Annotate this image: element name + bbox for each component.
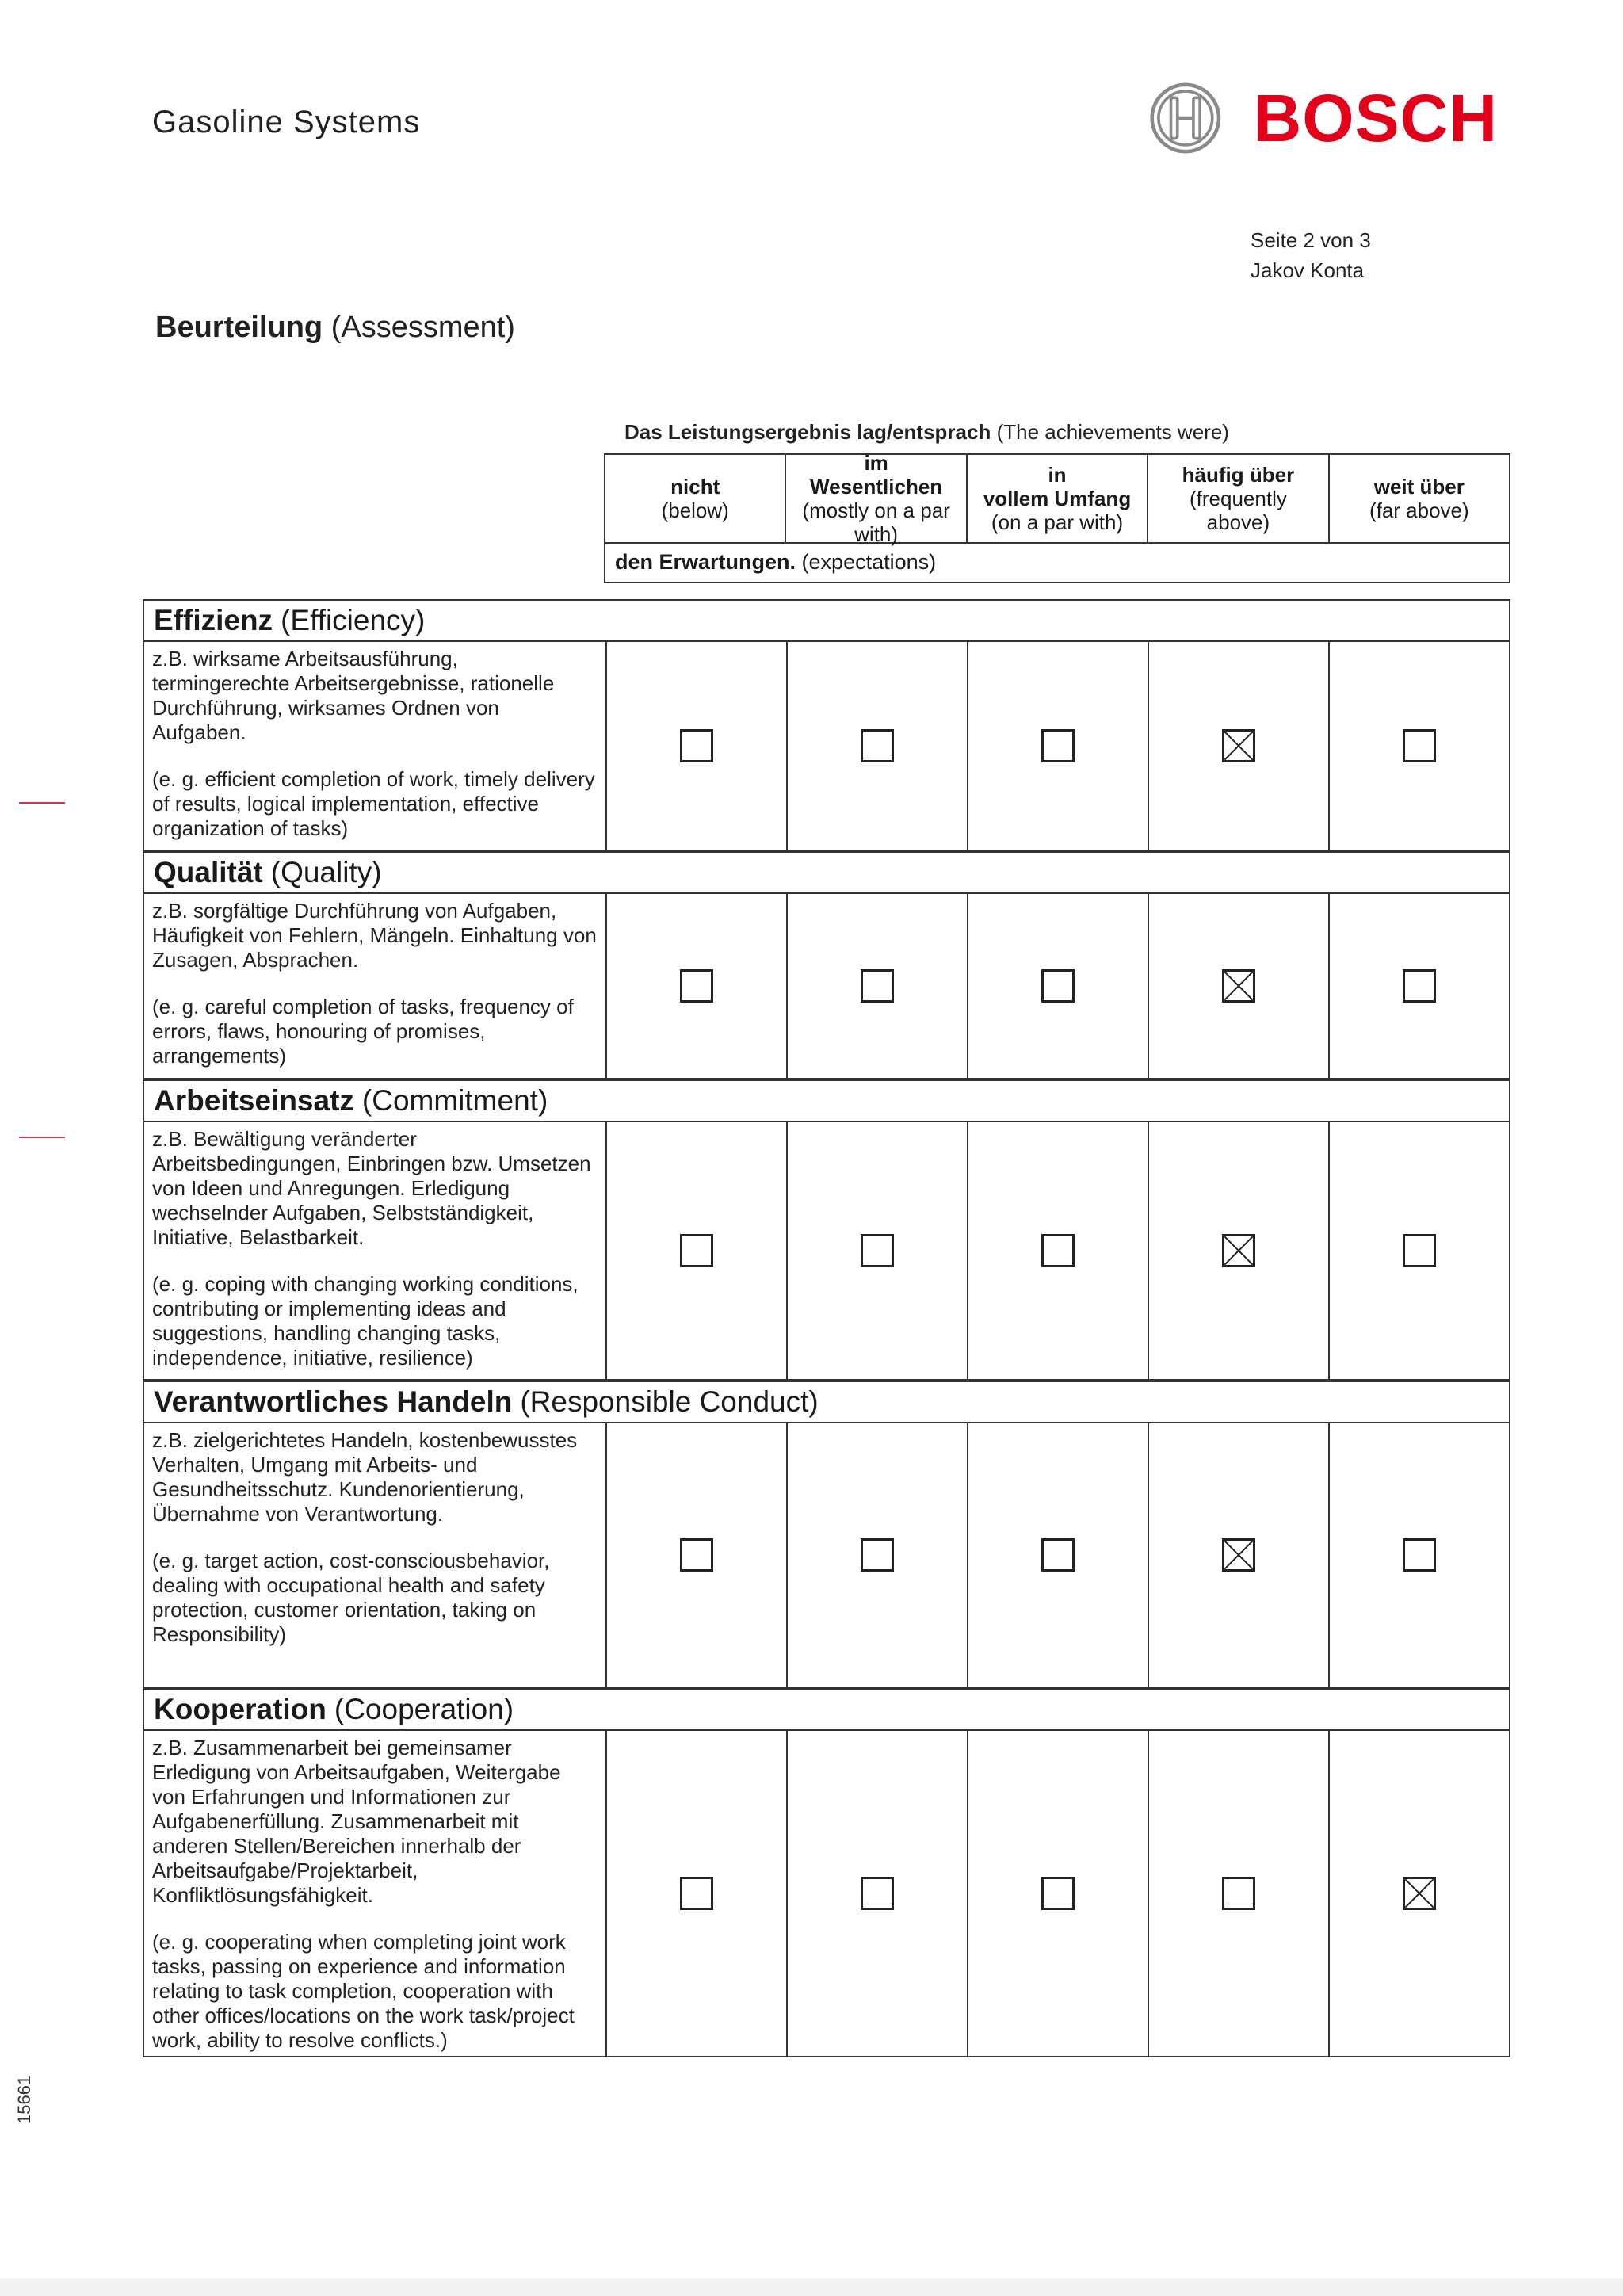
rating-cell — [968, 1731, 1149, 2056]
rating-checkbox-checked[interactable] — [1222, 729, 1255, 762]
brand-wordmark: BOSCH — [1253, 81, 1498, 155]
criterion-description-de: z.B. sorgfältige Durchführung von Aufgaben, Häufigkeit von Fehlern, Mängeln. Einhaltung von Zusagen, Absprachen. — [152, 899, 597, 972]
criterion-title-de: Effizienz — [154, 604, 273, 636]
rating-cell — [607, 894, 788, 1078]
rating-checkbox[interactable] — [861, 1877, 894, 1910]
rating-checkbox[interactable] — [1041, 729, 1075, 762]
criterion-description-de: z.B. Bewältigung veränderter Arbeitsbedingungen, Einbringen bzw. Umsetzen von Ideen und Anregungen. Erledigung wechselnder Aufgaben, Selbstständigkeit, Initiative, Belastbarkeit. — [152, 1127, 591, 1249]
rating-checkbox[interactable] — [861, 969, 894, 1003]
criterion-description — [144, 1423, 607, 1687]
rating-checkbox[interactable] — [861, 1234, 894, 1267]
criterion-row — [143, 1731, 1510, 2057]
rating-column-label: vollem Umfang — [983, 487, 1132, 510]
criterion-title — [143, 851, 1510, 894]
criterion-row — [143, 894, 1510, 1079]
rating-cell — [968, 1423, 1149, 1687]
criterion-title — [143, 1688, 1510, 1731]
rating-cell — [1149, 894, 1330, 1078]
rating-checkbox-checked[interactable] — [1222, 1538, 1255, 1572]
rating-column-header — [786, 451, 967, 546]
rating-cell — [607, 1122, 788, 1379]
criterion-description — [144, 1122, 607, 1379]
criterion-row — [143, 1423, 1510, 1688]
rating-column-label: weit über — [1373, 475, 1465, 499]
criterion-description-de: z.B. Zusammenarbeit bei gemeinsamer Erledigung von Arbeitsaufgaben, Weitergabe von Erfahrungen und Informationen zur Aufgabenerfüllung. Zusammenarbeit mit anderen Stellen/Bereichen innerhalb der Arbeitsaufgabe/Projektarbeit, Konfliktlösungsfähigkeit. — [152, 1736, 561, 1907]
assessment-caption-de: Das Leistungsergebnis lag/entsprach — [624, 420, 991, 444]
rating-checkbox[interactable] — [1041, 1538, 1075, 1572]
rating-cell — [788, 1122, 968, 1379]
criterion-description-en: (e. g. efficient completion of work, timely delivery of results, logical implementation, effective organization of tasks) — [152, 767, 595, 840]
assessment-footer-de: den Erwartungen. — [615, 550, 796, 574]
criterion-title-de: Arbeitseinsatz — [154, 1084, 354, 1117]
criterion-description-en: (e. g. cooperating when completing joint work tasks, passing on experience and information relating to task completion, cooperation with other offices/locations on the work task/project work, ability to resolve conflicts.) — [152, 1930, 575, 2052]
rating-column-label: (below) — [661, 499, 729, 522]
assessment-footer-en: (expectations) — [801, 550, 937, 574]
rating-checkbox[interactable] — [680, 1538, 713, 1572]
section-title — [155, 311, 515, 345]
rating-cell — [1330, 894, 1509, 1078]
rating-checkbox[interactable] — [1403, 1234, 1436, 1267]
rating-cell — [607, 642, 788, 850]
document-code: 15661 — [14, 2075, 34, 2124]
criterion-title-de: Verantwortliches Handeln — [154, 1385, 513, 1418]
rating-checkbox[interactable] — [1041, 1234, 1075, 1267]
rating-column-header — [1148, 455, 1329, 542]
rating-cell — [968, 642, 1149, 850]
rating-cell — [1149, 1423, 1330, 1687]
scan-edge — [0, 2278, 1623, 2296]
rating-checkbox[interactable] — [861, 729, 894, 762]
criterion-title-en: (Commitment) — [361, 1084, 548, 1117]
rating-cell — [968, 894, 1149, 1078]
rating-checkbox[interactable] — [1041, 969, 1075, 1003]
rating-checkbox-checked[interactable] — [1222, 969, 1255, 1003]
page-info — [1251, 225, 1371, 285]
person-name: Jakov Konta — [1251, 258, 1365, 282]
rating-column-label: in — [1048, 463, 1067, 487]
rating-column-label: nicht — [670, 475, 720, 499]
rating-checkbox[interactable] — [1403, 729, 1436, 762]
rating-cell — [788, 1731, 968, 2056]
rating-checkbox[interactable] — [861, 1538, 894, 1572]
criterion-description-en: (e. g. target action, cost-consciousbehavior, dealing with occupational health and safety protection, customer orientation, taking on Responsibility) — [152, 1549, 550, 1646]
section-title-de: Beurteilung — [155, 311, 323, 344]
criterion-title-en: (Responsible Conduct) — [520, 1385, 819, 1418]
rating-column-label: above) — [1206, 510, 1270, 534]
rating-cell — [1330, 1731, 1509, 2056]
assessment-caption-en: (The achievements were) — [996, 420, 1229, 444]
bosch-logo — [1149, 76, 1498, 160]
rating-column-label: im — [864, 451, 888, 475]
rating-column-label: Wesentlichen — [810, 475, 943, 499]
rating-checkbox[interactable] — [680, 1234, 713, 1267]
rating-cell — [607, 1731, 788, 2056]
criterion-description-de: z.B. wirksame Arbeitsausführung, termingerechte Arbeitsergebnisse, rationelle Durchführung, wirksames Ordnen von Aufgaben. — [152, 647, 555, 744]
rating-column-header — [1330, 455, 1509, 542]
criterion-title — [143, 1079, 1510, 1122]
section-title-en: (Assessment) — [330, 311, 515, 344]
rating-checkbox[interactable] — [680, 1877, 713, 1910]
criterion-description-en: (e. g. coping with changing working conditions, contributing or implementing ideas and suggestions, handling changing tasks, independence, initiative, resilience) — [152, 1272, 579, 1370]
rating-column-label: (on a par with) — [991, 510, 1124, 534]
criterion-description-de: z.B. zielgerichtetes Handeln, kostenbewusstes Verhalten, Umgang mit Arbeits- und Gesundheitsschutz. Kundenorientierung, Übernahme von Verantwortung. — [152, 1428, 578, 1526]
bosch-armature-icon — [1149, 79, 1222, 157]
rating-column-label: (mostly on a par — [802, 499, 950, 522]
criterion-title-de: Kooperation — [154, 1693, 327, 1725]
criterion-title-de: Qualität — [154, 856, 263, 888]
criterion-title-en: (Efficiency) — [281, 604, 426, 636]
rating-column-label: (far above) — [1369, 499, 1469, 522]
criterion-description — [144, 642, 607, 850]
rating-cell — [788, 642, 968, 850]
criterion-description — [144, 1731, 607, 2056]
rating-cell — [607, 1423, 788, 1687]
rating-checkbox[interactable] — [1222, 1877, 1255, 1910]
page-number: Seite 2 von 3 — [1251, 228, 1371, 252]
margin-mark — [19, 802, 65, 804]
rating-cell — [788, 1423, 968, 1687]
rating-checkbox[interactable] — [680, 729, 713, 762]
rating-checkbox[interactable] — [1403, 969, 1436, 1003]
criterion-title — [143, 599, 1510, 642]
criterion-description-en: (e. g. careful completion of tasks, frequency of errors, flaws, honouring of promises, arrangements) — [152, 995, 574, 1068]
division-title: Gasoline Systems — [152, 105, 421, 139]
rating-checkbox[interactable] — [1403, 1538, 1436, 1572]
rating-cell — [1330, 1423, 1509, 1687]
rating-column-label: häufig über — [1182, 463, 1295, 487]
rating-checkbox[interactable] — [680, 969, 713, 1003]
rating-cell — [788, 894, 968, 1078]
criterion-row — [143, 642, 1510, 851]
criterion-row — [143, 1122, 1510, 1381]
rating-scale-header — [604, 453, 1510, 544]
rating-cell — [1149, 1731, 1330, 2056]
assessment-footer — [604, 544, 1510, 583]
margin-mark — [19, 1137, 65, 1138]
rating-checkbox[interactable] — [1041, 1877, 1075, 1910]
criterion-title-en: (Quality) — [270, 856, 382, 888]
criterion-title-en: (Cooperation) — [334, 1693, 514, 1725]
rating-column-label: (frequently — [1190, 487, 1287, 510]
rating-column-header — [605, 455, 786, 542]
rating-checkbox-checked[interactable] — [1403, 1877, 1436, 1910]
rating-cell — [1330, 1122, 1509, 1379]
criterion-description — [144, 894, 607, 1078]
rating-cell — [968, 1122, 1149, 1379]
criterion-title — [143, 1381, 1510, 1423]
rating-cell — [1330, 642, 1509, 850]
rating-column-label: with) — [854, 522, 899, 546]
rating-column-header — [968, 455, 1148, 542]
rating-checkbox-checked[interactable] — [1222, 1234, 1255, 1267]
assessment-caption — [624, 420, 1229, 445]
rating-cell — [1149, 1122, 1330, 1379]
rating-cell — [1149, 642, 1330, 850]
